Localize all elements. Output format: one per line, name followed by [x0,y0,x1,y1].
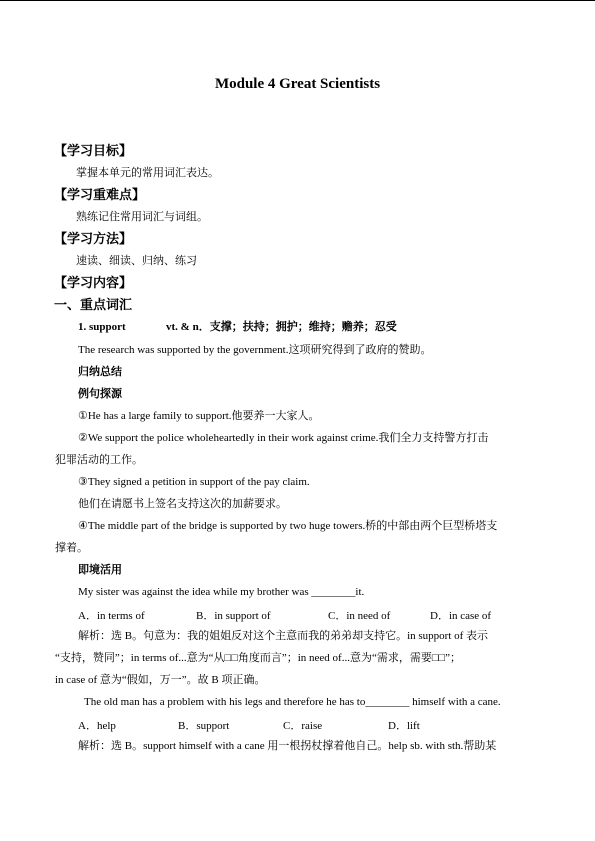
focus-text: 熟练记住常用词汇与词组。 [76,211,208,223]
example-line: ①He has a large family to support.他要养一大家人。 [78,410,320,422]
example-line: ③They signed a petition in support of the pay claim. [78,476,310,488]
goal-heading: 【学习目标】 [54,143,133,158]
q2-explanation: 解析：选 B。support himself with a cane 用一根拐杖撑着他自己。help sb. with sth.帮助某 [78,740,497,752]
question-2: The old man has a problem with his legs and therefore he has to________ himself with a cane. [84,696,501,708]
q1-option-a: A．in terms of [78,610,145,622]
focus-heading: 【学习重难点】 [54,187,146,202]
q2-option-b: B．support [178,720,230,732]
method-text: 速读、细读、归纳、练习 [76,255,197,267]
header-rule [0,0,595,1]
q1-option-b: B．in support of [196,610,271,622]
example-line: 撑着。 [55,542,88,554]
method-heading: 【学习方法】 [54,231,133,246]
practice-label: 即境活用 [78,564,122,576]
summary-label: 归纳总结 [78,366,122,378]
q2-option-a: A．help [78,720,116,732]
q1-option-d: D．in case of [430,610,492,622]
q1-explanation: in case of 意为“假如，万一”。故 B 项正确。 [55,674,266,686]
entry-example: The research was supported by the government.这项研究得到了政府的赞助。 [78,344,432,356]
content-heading: 【学习内容】 [54,275,133,290]
part1-heading: 一、重点词汇 [54,297,133,312]
q1-option-c: C．in need of [328,610,391,622]
q1-explanation: 解析：选 B。句意为：我的姐姐反对这个主意而我的弟弟却支持它。in support of 表示 [78,630,489,642]
q2-option-d: D．lift [388,720,420,732]
example-line: 犯罪活动的工作。 [55,454,143,466]
q2-option-c: C．raise [283,720,323,732]
example-line: 他们在请愿书上签名支持这次的加薪要求。 [78,498,287,510]
entry-word: 1. support [78,321,126,333]
q1-explanation: “支持，赞同”；in terms of...意为“从□□角度而言”；in need of...意为“需求，需要□□”； [55,652,462,664]
page-title: Module 4 Great Scientists [214,76,381,92]
question-1: My sister was against the idea while my brother was ________it. [78,586,365,598]
goal-text: 掌握本单元的常用词汇表达。 [76,167,219,179]
explore-label: 例句探源 [78,388,122,400]
example-line: ④The middle part of the bridge is supported by two huge towers.桥的中部由两个巨型桥塔支 [78,520,498,532]
entry-meaning: vt. & n．支撑；扶持；拥护；维持；赡养；忍受 [166,321,397,333]
example-line: ②We support the police wholeheartedly in their work against crime.我们全力支持警方打击 [78,432,489,444]
